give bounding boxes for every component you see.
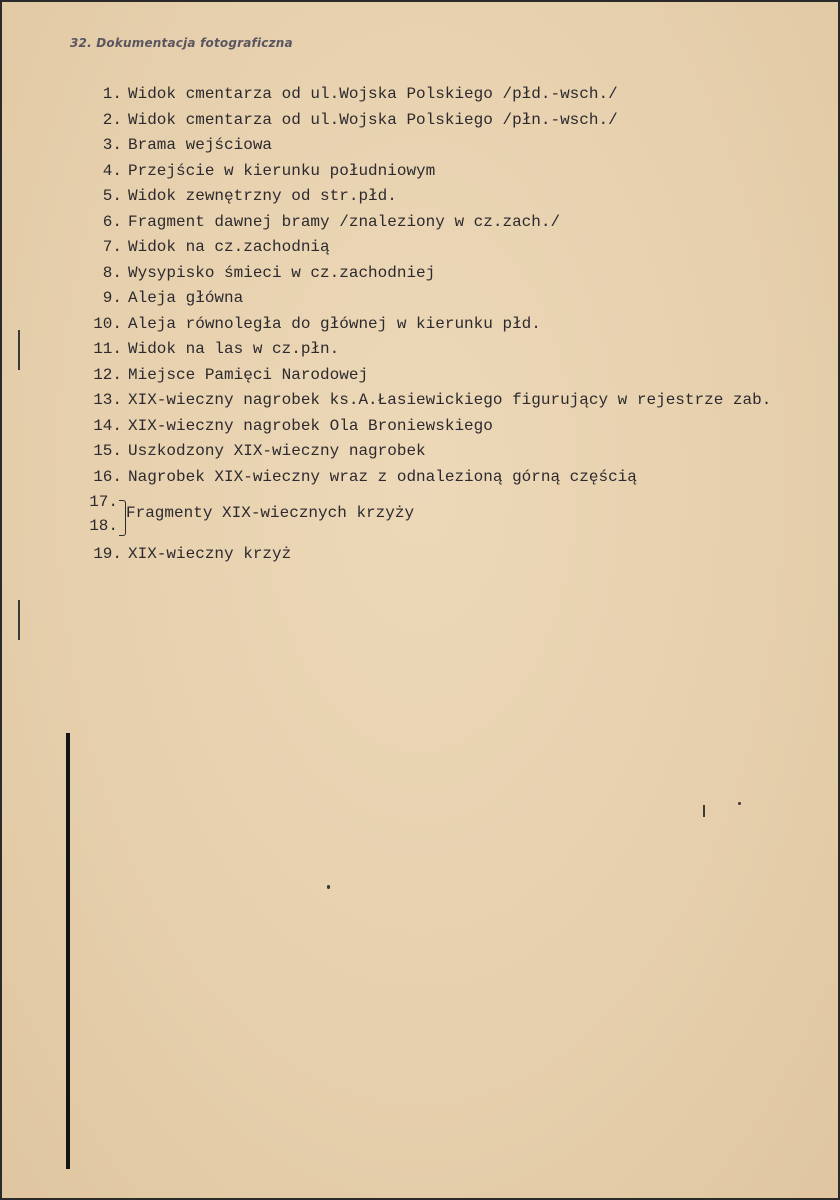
item-number: 15. [93, 442, 122, 460]
list-item [78, 261, 771, 287]
margin-mark [18, 600, 20, 640]
list-item [78, 184, 771, 210]
item-number: 6. [102, 212, 122, 231]
item-number: 12. [93, 365, 122, 384]
item-text: Widok cmentarza od ul.Wojska Polskiego /płn.-wsch./ [128, 110, 618, 129]
item-number: 4. [102, 161, 122, 180]
item-text: Wysypisko śmieci w cz.zachodniej [128, 263, 436, 282]
item-number: 10. [93, 314, 122, 333]
item-text: Widok na las w cz.płn. [128, 340, 340, 358]
list-item [78, 82, 771, 108]
item-number: 14. [93, 416, 122, 435]
item-text: Fragment dawnej bramy /znaleziony w cz.zach./ [128, 212, 561, 231]
item-number: 8. [102, 263, 122, 282]
list-item [78, 210, 771, 236]
speck [738, 802, 741, 805]
bracket-brace [119, 500, 126, 536]
list-item [78, 414, 771, 440]
item-text: XIX-wieczny krzyż [128, 545, 292, 563]
bracketed-items [78, 490, 771, 542]
list-item [78, 465, 771, 491]
list-item [78, 337, 771, 363]
item-text: Widok na cz.zachodnią [128, 238, 330, 256]
item-text: Miejsce Pamięci Narodowej [128, 365, 369, 384]
item-text: Aleja główna [128, 289, 244, 307]
list-item [78, 312, 771, 338]
item-number: 16. [93, 467, 122, 486]
list-item [78, 159, 771, 185]
list-item [78, 388, 771, 414]
item-text: XIX-wieczny nagrobek Ola Broniewskiego [128, 416, 493, 435]
item-number: 1. [102, 85, 122, 103]
list-item [78, 286, 771, 312]
item-text: Uszkodzony XIX-wieczny nagrobek [128, 442, 426, 460]
item-number: 9. [102, 289, 122, 307]
photo-documentation-list [78, 82, 771, 568]
item-text: Widok cmentarza od ul.Wojska Polskiego /płd.-wsch./ [128, 85, 618, 103]
item-number: 2. [102, 110, 122, 129]
list-item [78, 363, 771, 389]
item-text: Przejście w kierunku południowym [128, 161, 436, 180]
item-number: 13. [93, 391, 122, 409]
item-text: Widok zewnętrzny od str.płd. [128, 187, 397, 205]
list-item [78, 133, 771, 159]
item-number: 19. [93, 545, 122, 563]
item-number: 7. [102, 238, 122, 256]
list-item [78, 439, 771, 465]
speck [703, 805, 705, 817]
speck [327, 885, 330, 889]
item-text: Fragmenty XIX-wiecznych krzyży [126, 504, 415, 522]
item-text: Nagrobek XIX-wieczny wraz z odnalezioną górną częścią [128, 467, 637, 486]
item-number: 11. [93, 340, 122, 358]
item-text: XIX-wieczny nagrobek ks.A.Łasiewickiego figurujący w rejestrze zab. [128, 391, 772, 409]
binding-edge-mark [66, 733, 70, 1169]
item-text: Brama wejściowa [128, 136, 273, 154]
margin-mark [18, 330, 20, 370]
list-item [78, 235, 771, 261]
list-item [78, 108, 771, 134]
section-heading: 32. Dokumentacja fotograficzna [70, 36, 293, 50]
list-item [78, 542, 771, 568]
item-number: 17. [89, 493, 118, 511]
item-number: 5. [102, 187, 122, 205]
item-number: 18. [89, 517, 118, 535]
item-number: 3. [102, 136, 122, 154]
item-text: Aleja równoległa do głównej w kierunku płd. [128, 314, 541, 333]
